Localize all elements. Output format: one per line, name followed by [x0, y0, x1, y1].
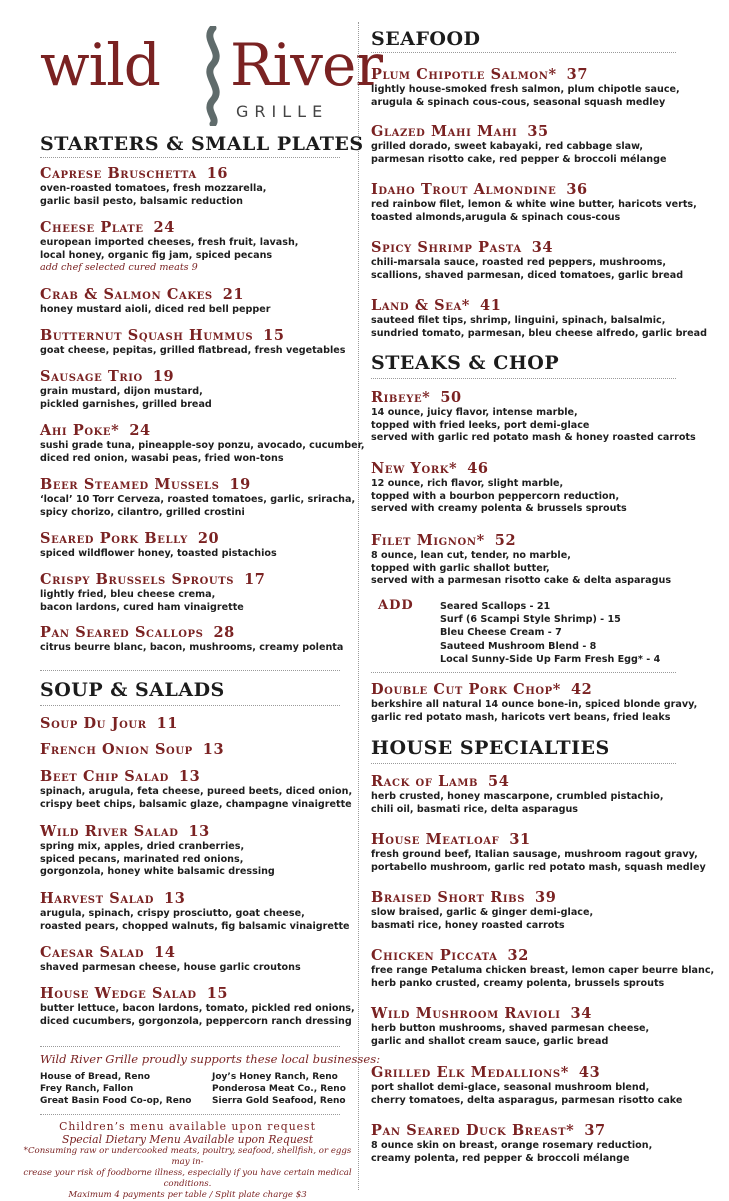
item-name: Pan Seared Duck Breast*: [371, 1122, 575, 1139]
menu-item: [40, 714, 178, 733]
table-policy: Maximum 4 payments per table / Split plate charge $3: [68, 1190, 307, 1200]
item-name: Crab & Salmon Cakes: [40, 286, 213, 303]
add-ons-label: ADD: [378, 598, 414, 613]
section-rule: [40, 1114, 340, 1115]
item-description: herb button mushrooms, shaved parmesan cheese, garlic and shallot cream sauce, garlic bread: [371, 1023, 650, 1047]
add-on-item: Surf (6 Scampi Style Shrimp) - 15: [440, 614, 621, 626]
item-name: Grilled Elk Medallions*: [371, 1064, 569, 1081]
item-name: Crispy Brussels Sprouts: [40, 571, 235, 588]
logo-word-river: River: [230, 31, 383, 99]
menu-item: [371, 946, 714, 990]
item-description: 8 ounce skin on breast, orange rosemary reduction, creamy polenta, red pepper & broccoli mélange: [371, 1140, 653, 1164]
restaurant-logo: [40, 30, 383, 130]
item-name: Rack of Lamb: [371, 773, 479, 790]
item-description: ‘local’ 10 Torr Cerveza, roasted tomatoes, garlic, sriracha, spicy chorizo, cilantro, grilled crostini: [40, 494, 356, 518]
item-note: add chef selected cured meats 9: [40, 262, 198, 274]
item-price: 13: [188, 823, 210, 840]
menu-item: [40, 218, 298, 274]
item-name: Land & Sea*: [371, 297, 470, 314]
menu-item: [371, 830, 706, 874]
item-price: 41: [480, 297, 502, 314]
item-price: 43: [578, 1064, 601, 1081]
section-title-starters: STARTERS & SMALL PLATES: [40, 133, 364, 155]
item-description: fresh ground beef, Italian sausage, mushroom ragout gravy, portabello mushroom, garlic red potato mash, squash medley: [371, 849, 706, 873]
item-description: spring mix, apples, dried cranberries, spiced pecans, marinated red onions, gorgonzola, honey white balsamic dressing: [40, 841, 275, 878]
menu-item: [40, 767, 352, 811]
item-name: Idaho Trout Almondine: [371, 181, 557, 198]
local-businesses-col-1: [40, 1071, 191, 1107]
item-name: French Onion Soup: [40, 741, 193, 758]
section-rule: [371, 672, 676, 673]
logo-word-grille: GRILLE: [236, 102, 329, 121]
consumption-warning: *Consuming raw or undercooked meats, poultry, seafood, shellfish, or eggs may in-: [23, 1146, 352, 1167]
menu-item: [40, 475, 355, 519]
add-on-item: Seared Scallops - 21: [440, 601, 551, 612]
item-description: grain mustard, dijon mustard, pickled garnishes, grilled bread: [40, 386, 212, 410]
item-name: Double Cut Pork Chop*: [371, 681, 561, 698]
item-description: slow braised, garlic & ginger demi-glace, basmati rice, honey roasted carrots: [371, 907, 594, 931]
item-description: lightly house-smoked fresh salmon, plum chipotle sauce, arugula & spinach cous-cous, seasonal squash medley: [371, 84, 680, 108]
item-price: 13: [164, 890, 186, 907]
item-name: Caprese Bruschetta: [40, 165, 197, 182]
item-price: 54: [488, 773, 510, 790]
add-on-item: Bleu Cheese Cream - 7: [440, 627, 562, 639]
item-price: 21: [222, 286, 245, 303]
logo-word-wild: wild: [40, 31, 160, 99]
item-description: shaved parmesan cheese, house garlic croutons: [40, 962, 301, 973]
item-price: 19: [152, 368, 175, 385]
section-rule: [40, 157, 340, 158]
item-price: 37: [566, 66, 589, 83]
item-name: Chicken Piccata: [371, 947, 498, 964]
local-business: Great Basin Food Co-op, Reno: [40, 1096, 192, 1106]
item-name: House Wedge Salad: [40, 985, 197, 1002]
item-description: citrus beurre blanc, bacon, mushrooms, creamy polenta: [40, 642, 344, 653]
item-description: free range Petaluma chicken breast, lemon caper beurre blanc, herb panko crusted, creamy polenta, brussels sprouts: [371, 965, 715, 989]
item-description: grilled dorado, sweet kabayaki, red cabbage slaw, parmesan risotto cake, red pepper & broccoli mélange: [371, 141, 667, 165]
item-price: 37: [584, 1122, 606, 1139]
add-on-item: Sauteed Mushroom Blend - 8: [440, 640, 597, 652]
menu-item: [40, 984, 355, 1028]
item-price: 13: [178, 768, 201, 785]
section-title-soups: SOUP & SALADS: [40, 679, 225, 701]
item-price: 14: [154, 944, 176, 961]
item-description: sauteed filet tips, shrimp, linguini, spinach, balsalmic, sundried tomato, parmesan, bleu cheese alfredo, garlic bread: [371, 315, 708, 339]
menu-item: [40, 740, 224, 759]
item-price: 52: [494, 532, 517, 549]
section-rule: [371, 763, 676, 764]
item-description: chili-marsala sauce, roasted red peppers, mushrooms, scallions, shaved parmesan, diced tomatoes, garlic bread: [371, 257, 684, 281]
add-on-item: Local Sunny-Side Up Farm Fresh Egg* - 4: [440, 653, 661, 665]
local-business: Joy’s Honey Ranch, Reno: [212, 1072, 338, 1082]
menu-item: [40, 943, 301, 975]
local-businesses-title: Wild River Grille proudly supports these local businesses:: [40, 1052, 381, 1066]
section-rule: [371, 52, 676, 53]
menu-item: [371, 180, 697, 224]
childrens-menu-note: Children’s menu available upon request: [59, 1120, 316, 1133]
dietary-menu-note: Special Dietary Menu Available upon Request: [61, 1133, 314, 1146]
item-description: oven-roasted tomatoes, fresh mozzarella, garlic basil pesto, balsamic reduction: [40, 183, 267, 207]
item-name: Soup Du Jour: [40, 715, 147, 732]
section-title-steaks: STEAKS & CHOP: [371, 352, 560, 374]
menu-item: [371, 1004, 649, 1048]
item-description: arugula, spinach, crispy prosciutto, goat cheese, roasted pears, chopped walnuts, fig balsamic vinaigrette: [40, 908, 350, 932]
item-description: 8 ounce, lean cut, tender, no marble, topped with garlic shallot butter, served with a parmesan risotto cake & delta asparagus: [371, 550, 672, 587]
item-description: 12 ounce, rich flavor, slight marble, topped with a bourbon peppercorn reduction, served with creamy polenta & brussels sprouts: [371, 478, 627, 515]
item-description: 14 ounce, juicy flavor, intense marble, topped with fried leeks, port demi-glace served with garlic red potato mash & honey roasted carrots: [371, 407, 696, 444]
menu-item: [371, 1063, 682, 1107]
menu-item: [371, 388, 696, 445]
river-swoosh-icon: [198, 26, 228, 126]
item-price: 46: [467, 460, 489, 477]
item-name: Sausage Trio: [40, 368, 143, 385]
item-price: 13: [202, 741, 225, 758]
item-price: 20: [197, 530, 220, 547]
item-description: butter lettuce, bacon lardons, tomato, pickled red onions, diced cucumbers, gorgonzola, peppercorn ranch dressing: [40, 1003, 355, 1027]
item-price: 28: [213, 624, 235, 641]
item-description: european imported cheeses, fresh fruit, lavash, local honey, organic fig jam, spiced pecans: [40, 237, 299, 261]
item-description: herb crusted, honey mascarpone, crumbled pistachio, chili oil, basmati rice, delta asparagus: [371, 791, 664, 815]
menu-item: [40, 623, 343, 655]
menu-item: [371, 888, 593, 932]
item-description: goat cheese, pepitas, grilled flatbread, fresh vegetables: [40, 345, 346, 356]
section-rule: [40, 705, 340, 706]
column-divider: [358, 22, 360, 1190]
local-business: Frey Ranch, Fallon: [40, 1084, 134, 1094]
menu-item: [40, 822, 275, 879]
item-name: Cheese Plate: [40, 219, 144, 236]
item-description: spiced wildflower honey, toasted pistachios: [40, 548, 277, 559]
item-price: 31: [509, 831, 531, 848]
item-description: sushi grade tuna, pineapple-soy ponzu, avocado, cucumber, diced red onion, wasabi peas, fried won-tons: [40, 440, 365, 464]
item-name: Braised Short Ribs: [371, 889, 526, 906]
item-name: New York*: [371, 460, 458, 477]
item-description: port shallot demi-glace, seasonal mushroom blend, cherry tomatoes, delta asparagus, parmesan risotto cake: [371, 1082, 683, 1106]
section-rule: [40, 1046, 340, 1047]
item-price: 24: [129, 422, 151, 439]
local-business: Sierra Gold Seafood, Reno: [212, 1096, 346, 1106]
menu-footer: [20, 1120, 355, 1201]
item-price: 19: [229, 476, 251, 493]
menu-item: [371, 122, 667, 166]
menu-item: [40, 285, 270, 317]
local-businesses-col-2: [212, 1071, 346, 1107]
section-title-specialties: HOUSE SPECIALTIES: [371, 737, 610, 759]
section-rule: [371, 378, 676, 379]
menu-item: [40, 529, 277, 561]
item-price: 34: [531, 239, 554, 256]
menu-item: [40, 570, 265, 614]
item-name: Spicy Shrimp Pasta: [371, 239, 522, 256]
item-price: 42: [570, 681, 593, 698]
item-name: Caesar Salad: [40, 944, 145, 961]
item-name: Filet Mignon*: [371, 532, 485, 549]
menu-item: [371, 459, 627, 516]
item-description: berkshire all natural 14 ounce bone-in, spiced blonde gravy, garlic red potato mash, haricots vert beans, fried leaks: [371, 699, 698, 723]
menu-item: [40, 421, 365, 465]
menu-item: [371, 680, 697, 724]
item-price: 16: [206, 165, 229, 182]
item-name: Ribeye*: [371, 389, 431, 406]
local-business: Ponderosa Meat Co., Reno: [212, 1084, 346, 1094]
item-price: 36: [566, 181, 588, 198]
item-name: Harvest Salad: [40, 890, 154, 907]
item-name: Wild River Salad: [40, 823, 179, 840]
menu-item: [371, 65, 680, 109]
item-name: Wild Mushroom Ravioli: [371, 1005, 561, 1022]
item-name: Glazed Mahi Mahi: [371, 123, 518, 140]
menu-item: [371, 531, 671, 588]
menu-item: [40, 164, 266, 208]
menu-item: [371, 296, 707, 340]
item-name: Seared Pork Belly: [40, 530, 188, 547]
item-name: House Meatloaf: [371, 831, 500, 848]
item-name: Butternut Squash Hummus: [40, 327, 254, 344]
item-price: 34: [570, 1005, 592, 1022]
add-ons-list: [440, 600, 660, 666]
item-description: honey mustard aioli, diced red bell pepper: [40, 304, 271, 315]
menu-item: [371, 238, 683, 282]
menu-item: [371, 1121, 652, 1165]
item-price: 15: [263, 327, 285, 344]
consumption-warning: crease your risk of foodborne illness, especially if you have certain medical conditions.: [23, 1168, 352, 1189]
menu-item: [40, 367, 212, 411]
item-price: 11: [156, 715, 179, 732]
item-name: Beer Steamed Mussels: [40, 476, 220, 493]
item-price: 15: [206, 985, 229, 1002]
item-price: 17: [244, 571, 266, 588]
item-name: Ahi Poke*: [40, 422, 120, 439]
item-price: 39: [535, 889, 557, 906]
menu-item: [371, 772, 663, 816]
item-price: 35: [527, 123, 549, 140]
item-description: red rainbow filet, lemon & white wine butter, haricots verts, toasted almonds,arugula & spinach cous-cous: [371, 199, 697, 223]
local-business: House of Bread, Reno: [40, 1072, 151, 1082]
menu-item: [40, 326, 346, 358]
item-name: Beet Chip Salad: [40, 768, 169, 785]
item-name: Plum Chipotle Salmon*: [371, 66, 557, 83]
item-price: 32: [507, 947, 529, 964]
section-title-seafood: SEAFOOD: [371, 28, 481, 50]
item-price: 50: [440, 389, 462, 406]
item-description: spinach, arugula, feta cheese, pureed beets, diced onion, crispy beet chips, balsamic glaze, champagne vinaigrette: [40, 786, 353, 810]
item-name: Pan Seared Scallops: [40, 624, 204, 641]
section-rule: [40, 670, 340, 671]
item-price: 24: [153, 219, 175, 236]
item-description: lightly fried, bleu cheese crema, bacon lardons, cured ham vinaigrette: [40, 589, 244, 613]
menu-item: [40, 889, 350, 933]
